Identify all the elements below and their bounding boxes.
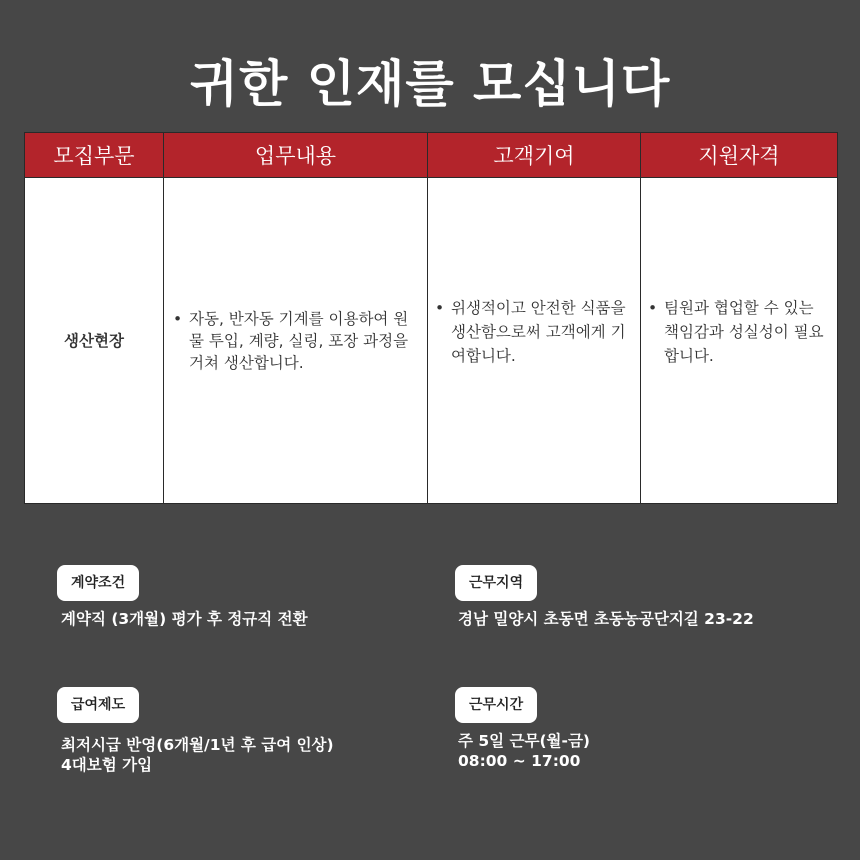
duties-cell <box>164 178 428 504</box>
header-duties: 업무내용 <box>164 133 428 178</box>
header-department: 모집부문 <box>25 133 164 178</box>
bullet-icon: • <box>435 298 445 317</box>
table-row <box>25 178 838 504</box>
location-value: 경남 밀양시 초동면 초동농공단지길 23-22 <box>458 610 754 628</box>
hours-badge: 근무시간 <box>455 687 537 723</box>
bullet-icon: • <box>173 309 183 328</box>
contract-value: 계약직 (3개월) 평가 후 정규직 전환 <box>61 610 308 628</box>
qualification-text: 팀원과 협업할 수 있는 책임감과 성실성이 필요합니다. <box>664 298 824 365</box>
salary-badge: 급여제도 <box>57 687 139 723</box>
bullet-icon: • <box>648 298 658 317</box>
salary-value <box>61 735 334 775</box>
salary-line-2: 4대보험 가입 <box>61 756 153 774</box>
contract-badge: 계약조건 <box>57 565 139 601</box>
header-contribution: 고객기여 <box>428 133 641 178</box>
hours-line-1: 주 5일 근무(월-금) <box>458 732 591 750</box>
header-qualification: 지원자격 <box>641 133 838 178</box>
list-item <box>648 296 828 368</box>
contribution-text: 위생적이고 안전한 식품을 생산함으로써 고객에게 기여합니다. <box>451 298 626 365</box>
hours-line-2: 08:00 ~ 17:00 <box>458 752 581 770</box>
department-cell: 생산현장 <box>25 178 164 504</box>
duties-list <box>165 308 426 374</box>
contribution-cell <box>428 178 641 504</box>
hours-value <box>458 731 590 771</box>
table-header-row <box>25 133 838 178</box>
contribution-list <box>429 296 639 368</box>
location-badge: 근무지역 <box>455 565 537 601</box>
salary-line-1: 최저시급 반영(6개월/1년 후 급여 인상) <box>61 736 334 754</box>
list-item <box>173 308 414 374</box>
qualification-cell <box>641 178 838 504</box>
duties-text: 자동, 반자동 기계를 이용하여 원물 투입, 계량, 실링, 포장 과정을 거쳐 생산합니다. <box>189 309 409 372</box>
qualification-list <box>642 296 836 368</box>
page-title: 귀한 인재를 모십니다 <box>189 55 671 113</box>
list-item <box>435 296 631 368</box>
recruitment-table <box>24 132 838 504</box>
